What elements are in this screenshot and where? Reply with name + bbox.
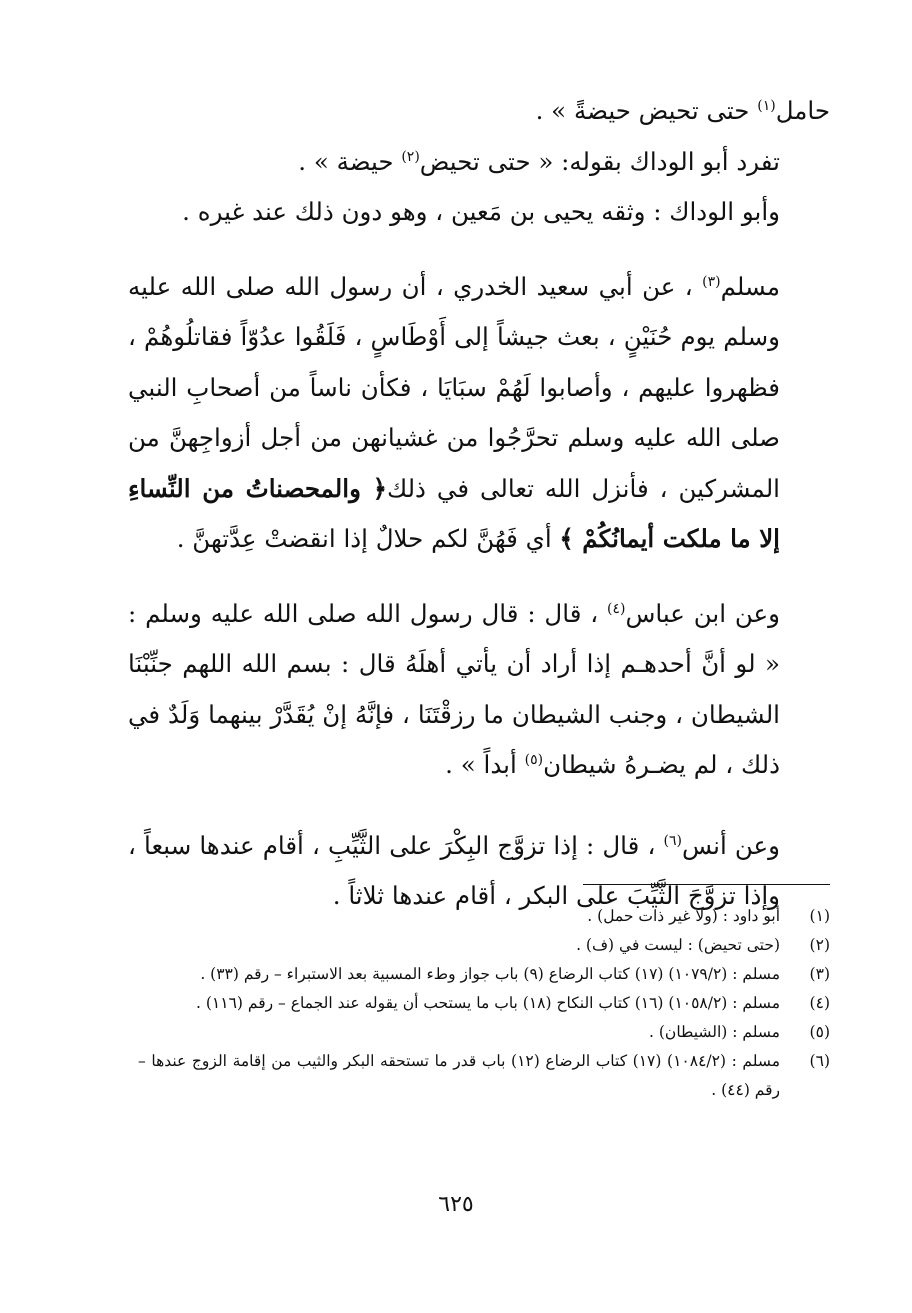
footnote-ref-4: (٤)	[607, 600, 626, 617]
page-number: ٦٢٥	[438, 1192, 474, 1217]
footnote	[138, 1047, 830, 1105]
footnote	[138, 902, 830, 931]
footnote-text: أبو داود : (ولا غير ذات حمل) .	[587, 907, 780, 925]
footnote-ref-2: (٢)	[401, 148, 420, 165]
footnote-text: مسلم : (١٠٨٤/٢) (١٧) كتاب الرضاع (١٢) باب قدر ما تستحقه البكر والثيب من إقامة الزوج عندها – رقم (٤٤) .	[138, 1052, 780, 1099]
footnote-number: (٤)	[809, 994, 830, 1012]
paragraph-5: وعن ابن عباس$^{(٤)}$ ، قال : قال رسول الله صلى الله عليه وسلم : « لو أنَّ أحدهـم إذا أراد أن يأتي أهلَهُ قال : بسم الله اللهم جنِّبْنَا الشيطان ، وجنب الشيطان ما رزقْتَنَا ، فإنَّهُ إنْ يُقَدَّرْ بينهما وَلَدٌ في ذلك ، لم يضـرهُ شيطان$^{(٥)}$ أبداً » .	[128, 598, 780, 779]
footnote	[138, 960, 830, 989]
footnote-text: مسلم : (١٠٥٨/٢) (١٦) كتاب النكاح (١٨) باب ما يستحب أن يقوله عند الجماع – رقم (١١٦) .	[196, 994, 780, 1012]
footnote-ref-6: (٦)	[663, 832, 682, 849]
footnote	[138, 989, 830, 1018]
footnote	[138, 1018, 830, 1047]
footnote-number: (٢)	[809, 936, 830, 954]
main-text	[128, 86, 830, 922]
footnote-divider	[583, 884, 830, 885]
footnote-number: (٣)	[809, 965, 830, 983]
paragraph-4: مسلم$^{(٣)}$ ، عن أبي سعيد الخدري ، أن رسول الله صلى الله عليه وسلم يوم حُنَيْنٍ ، بعث جيشاً إلى أَوْطَاسٍ ، فَلَقُوا عدُوّاً فقاتلُوهُمْ ، فظهروا عليهم ، وأصابوا لَهُمْ سبَايَا ، فكأن ناساً من أصحابِ النبي صلى الله عليه وسلم تحرَّجُوا من غشيانهن من أجل أزواجِهنَّ من المشركين ، فأنزل الله تعالى في ذلك﴿ والمحصناتُ من النِّساءِ إلا ما ملكت أيمانُكُمْ ﴾ أي فَهُنَّ لكم حلالٌ إذا انقضتْ عِدَّتهنَّ .	[128, 271, 780, 553]
footnote-number: (٥)	[809, 1023, 830, 1041]
footnote-number: (١)	[809, 907, 830, 925]
footnote	[138, 931, 830, 960]
quran-verse: ﴿ والمحصناتُ من النِّساءِ إلا ما ملكت أيمانُكُمْ ﴾	[128, 473, 780, 553]
footnote-ref-1: (١)	[757, 97, 776, 114]
footnote-ref-3: (٣)	[702, 273, 721, 290]
paragraph-3: وأبو الوداك : وثقه يحيى بن مَعين ، وهو دون ذلك عند غيره .	[182, 197, 780, 226]
footnote-text: (حتى تحيض) : ليست في (ف) .	[576, 936, 780, 954]
footnote-text: مسلم : (١٠٧٩/٢) (١٧) كتاب الرضاع (٩) باب جواز وطء المسبية بعد الاستبراء – رقم (٣٣) .	[200, 965, 780, 983]
footnote-text: مسلم : (الشيطان) .	[649, 1023, 780, 1041]
footnote-ref-5: (٥)	[524, 751, 544, 768]
paragraph-2: تفرد أبو الوداك بقوله: « حتى تحيض$^{(٢)}$ حيضة » .	[298, 146, 780, 176]
footnote-number: (٦)	[809, 1052, 830, 1070]
paragraph-6: وعن أنس$^{(٦)}$ ، قال : إذا تزوَّج البِكْرَ على الثَّيِّبِ ، أقام عندها سبعاً ، وإذا تزوَّجَ الثَّيِّبَ على البكر ، أقام عندها ثلاثاً .	[128, 830, 781, 910]
footnotes	[138, 902, 830, 1105]
paragraph-1: حامل$^{(١)}$ حتى تحيض حيضةً » .	[535, 96, 830, 125]
